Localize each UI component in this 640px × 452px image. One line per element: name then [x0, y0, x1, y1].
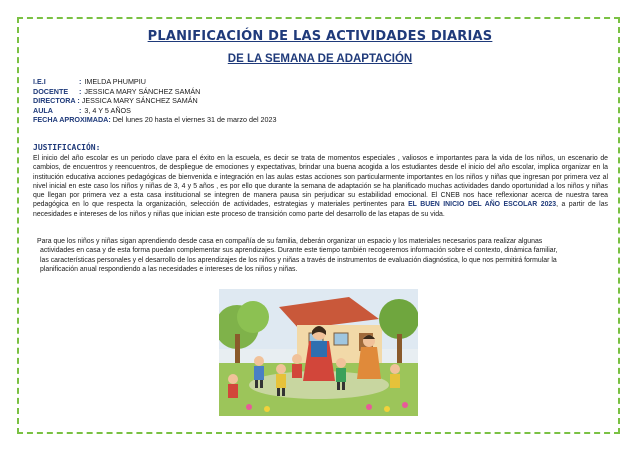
- aula-label: AULA: [33, 105, 53, 115]
- colon: :: [79, 105, 82, 115]
- justification-paragraph-1: [33, 154, 608, 219]
- page-title: PLANIFICACIÓN DE LAS ACTIVIDADES DIARIAS: [147, 29, 493, 44]
- info-row-docente: [33, 87, 277, 97]
- justification-paragraph-2: [37, 237, 603, 274]
- directora-label: DIRECTORA :: [33, 96, 80, 106]
- colon: :: [79, 77, 82, 86]
- paragraph-1-bold: EL BUEN INICIO DEL AÑO ESCOLAR 2023: [408, 201, 557, 209]
- paragraph-1-text-b: , a partir de las necesidades e intereses de los niños y niñas que inician este proceso de transición como parte del desarrollo de las etapas de su vida.: [33, 201, 608, 218]
- info-row-iei: [33, 77, 277, 87]
- aula-value: 3, 4 Y 5 AÑOS: [84, 105, 131, 115]
- docente-value: JESSICA MARY SÁNCHEZ SAMÁN: [84, 86, 201, 96]
- colon: :: [79, 86, 82, 96]
- info-block: [33, 77, 277, 125]
- fecha-label: FECHA APROXIMADA:: [33, 115, 111, 125]
- page-subtitle: DE LA SEMANA DE ADAPTACIÓN: [227, 53, 413, 65]
- iei-label: I.E.I: [33, 77, 46, 86]
- justification-heading: JUSTIFICACIÓN:: [33, 143, 101, 152]
- docente-label: DOCENTE: [33, 86, 69, 96]
- iei-value: IMELDA PHUMPIU: [84, 77, 146, 86]
- paragraph-2-line-4: planificación anual respondiendo a las necesidades e intereses de los niños y niñas.: [40, 265, 298, 273]
- info-row-aula: [33, 106, 277, 116]
- info-row-directora: [33, 96, 277, 106]
- paragraph-2-line-2: actividades en casa y de esta forma puedan complementar sus aprendizajes. Durante este tiempo también recogeremos información sobre el contexto, dinámica familiar,: [40, 247, 558, 255]
- info-row-fecha: [33, 115, 277, 125]
- fecha-value: Del lunes 20 hasta el viernes 31 de marzo del 2023: [112, 115, 277, 125]
- school-illustration: [219, 289, 418, 416]
- paragraph-2-line-1: Para que los niños y niñas sigan aprendiendo desde casa en compañía de su familia, deberán organizar un espacio y los materiales necesarios para realizar algunas: [37, 238, 543, 245]
- directora-value: JESSICA MARY SÁNCHEZ SAMÁN: [81, 96, 198, 106]
- school-illustration-image: [219, 289, 418, 416]
- paragraph-1-text-a: El inicio del año escolar es un periodo clave para el éxito en la escuela, es decir se trata de momentos especiales , valiosos e importantes para la vida de los niños, un escenario de cambios, de encuentros y reencuentros, de despliegue de emociones y expectativas, brindar una buena acogida a los estudiantes desde el inicio del año escolar, implica organizar en la institución educativa acciones pedagógicas de bienvenida e integración en las aulas estas acciones son particularmente importantes en los niños y niñas que ingresan por primera vez al nivel inicial en este caso los niños y niñas de 3, 4 y 5 años , es por ello que durante la semana de adaptación se ha planificado muchas actividades dando oportunidad a los niños y niñas que llegan por primera vez a esta casa institucional se integren de manera pausa sin perjudicar su estabilidad emocional. El CNEB nos hace reflexionar acerca de nuestra tarea pedagógica en lo que respecta la organización, selección de actividades, estrategias y materiales pertinentes para: [33, 155, 608, 209]
- paragraph-2-line-3: las características personales y el desarrollo de los aprendizajes de los niños y niñas a través de instrumentos de evaluación diagnóstica, lo que nos permitirá formular la: [40, 256, 557, 264]
